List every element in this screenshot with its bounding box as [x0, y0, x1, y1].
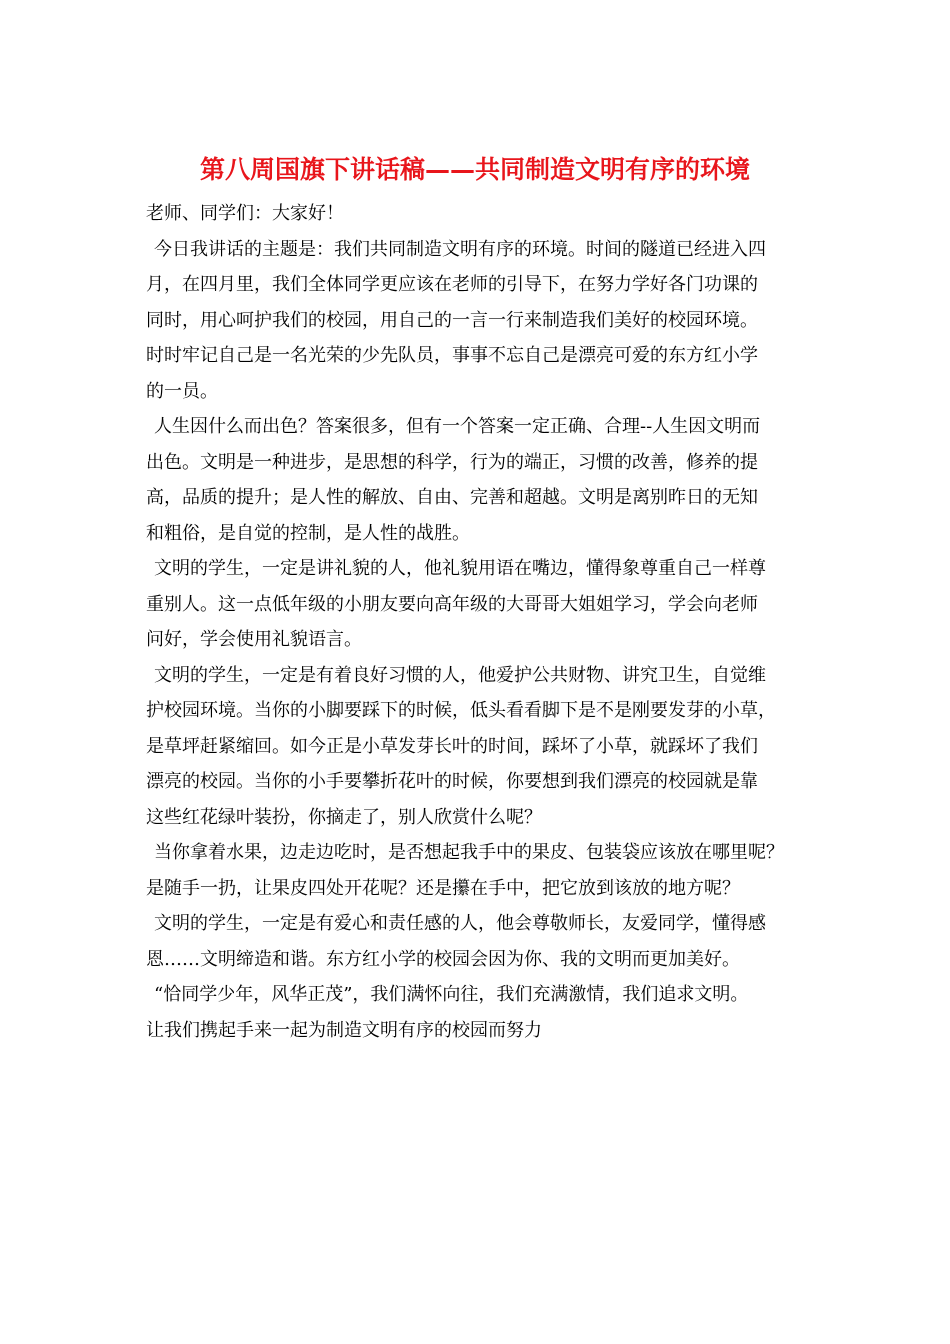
text-line: 时时牢记自己是一名光荣的少先队员，事事不忘自己是漂亮可爱的东方红小学 — [146, 345, 758, 366]
text-line: 高，品质的提升；是人性的解放、自由、完善和超越。文明是离别昨日的无知 — [146, 487, 758, 508]
text-line: 文明的学生，一定是有爱心和责任感的人，他会尊敬师长，友爱同学，懂得感 — [154, 913, 766, 934]
text-line: 漂亮的校园。当你的小手要攀折花叶的时候，你要想到我们漂亮的校园就是靠 — [146, 771, 758, 792]
text-line: 文明的学生，一定是讲礼貌的人，他礼貌用语在嘴边，懂得象尊重自己一样尊 — [154, 558, 766, 579]
text-line: 的一员。 — [146, 380, 218, 402]
text-line: 出色。文明是一种进步，是思想的科学，行为的端正，习惯的改善，修养的提 — [146, 451, 758, 473]
text-line: 让我们携起手来一起为制造文明有序的校园而努力 — [146, 1019, 542, 1041]
text-line: 当你拿着水果，边走边吃时，是否想起我手中的果皮、包装袋应该放在哪里呢？ — [154, 842, 784, 863]
speech-body — [146, 196, 816, 1048]
text-line: “恰同学少年，风华正茂”，我们满怀向往，我们充满激情，我们追求文明。 — [154, 984, 749, 1005]
text-line: 这些红花绿叶装扮，你摘走了，别人欣赏什么呢？ — [146, 806, 542, 828]
text-line: 是随手一扔，让果皮四处开花呢？还是攥在手中，把它放到该放的地方呢？ — [146, 877, 740, 899]
text-line: 重别人。这一点低年级的小朋友要向高年级的大哥哥大姐姐学习，学会向老师 — [146, 593, 758, 615]
text-line: 恩……文明缔造和谐。东方红小学的校园会因为你、我的文明而更加美好。 — [146, 948, 740, 970]
text-line: 文明的学生，一定是有着良好习惯的人，他爱护公共财物、讲究卫生，自觉维 — [154, 664, 766, 686]
text-line: 护校园环境。当你的小脚要踩下的时候，低头看看脚下是不是刚要发芽的小草， — [146, 700, 776, 721]
text-line: 和粗俗，是自觉的控制，是人性的战胜。 — [146, 522, 470, 544]
page-title: 第八周国旗下讲话稿——共同制造文明有序的环境 — [199, 155, 750, 184]
text-line-greeting: 老师、同学们：大家好！ — [146, 203, 344, 224]
text-line: 问好，学会使用礼貌语言。 — [146, 629, 362, 650]
text-line: 今日我讲话的主题是：我们共同制造文明有序的环境。时间的隧道已经进入四 — [154, 238, 766, 260]
text-line: 人生因什么而出色？答案很多，但有一个答案一定正确、合理--人生因文明而 — [154, 416, 761, 437]
text-line: 同时，用心呵护我们的校园，用自己的一言一行来制造我们美好的校园环境。 — [146, 309, 758, 331]
text-line: 是草坪赶紧缩回。如今正是小草发芽长叶的时间，踩坏了小草，就踩坏了我们 — [146, 735, 758, 757]
text-line: 月，在四月里，我们全体同学更应该在老师的引导下，在努力学好各门功课的 — [146, 274, 758, 295]
